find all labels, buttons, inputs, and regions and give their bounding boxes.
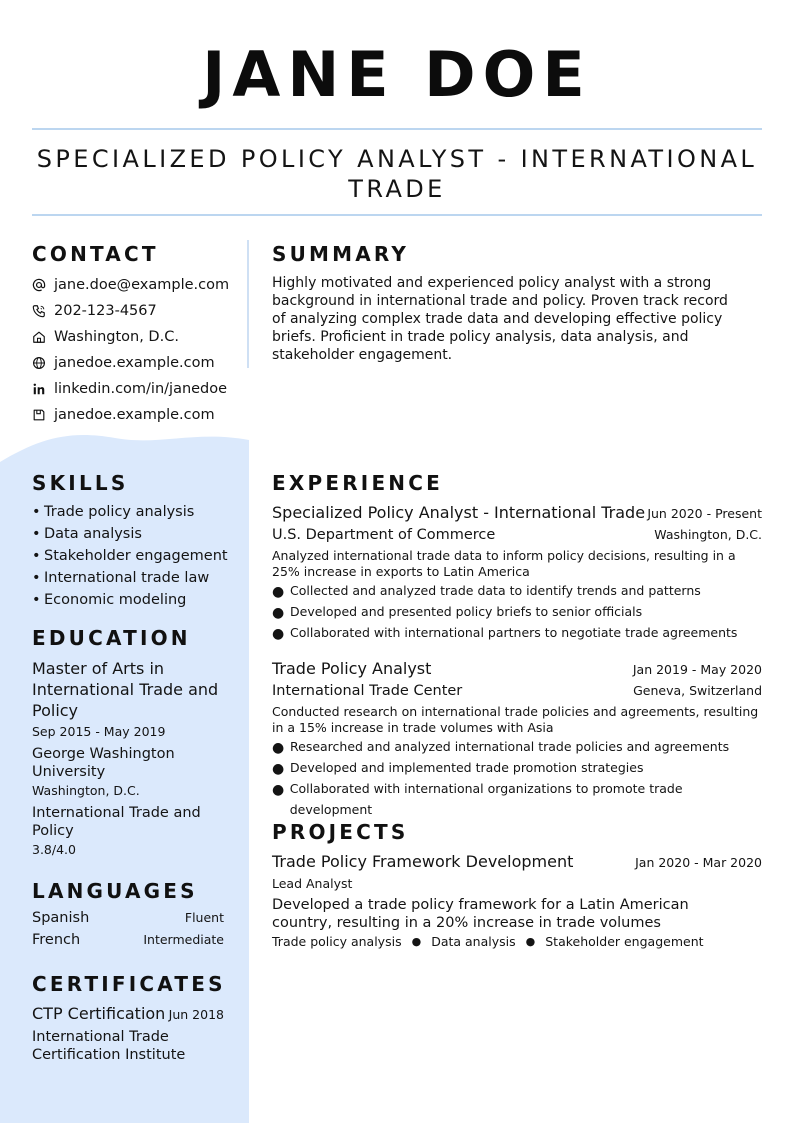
- job-location: Washington, D.C.: [654, 527, 762, 542]
- candidate-name: JANE DOE: [202, 38, 592, 111]
- job-header: [272, 503, 762, 522]
- job-org-row: [272, 527, 762, 543]
- list-item: ● Developed and implemented trade promotion strategies: [272, 760, 644, 777]
- project-tag: Trade policy analysis: [272, 934, 402, 949]
- contact-location-text: Washington, D.C.: [54, 329, 179, 345]
- contact-linkedin[interactable]: [32, 376, 244, 402]
- list-item: • Trade policy analysis: [32, 504, 195, 520]
- language-name: French: [32, 932, 81, 948]
- list-item: • Stakeholder engagement: [32, 548, 228, 564]
- job-description: Conducted research on international trade policies and agreements, resulting in a 15% increase in trade volumes with Asia: [272, 704, 759, 735]
- tag-separator: ●: [411, 935, 422, 948]
- list-item: • Economic modeling: [32, 592, 187, 608]
- certificate-issuer: International Trade Certification Institute: [32, 1029, 186, 1063]
- project-header: [272, 852, 762, 871]
- project-tag: Stakeholder engagement: [545, 934, 704, 949]
- contact-list: [32, 272, 244, 428]
- job-title-headline: SPECIALIZED POLICY ANALYST - INTERNATIONAL TRADE: [36, 145, 758, 203]
- summary-text: Highly motivated and experienced policy analyst with a strong background in international trade and policy. Proven track record of analyzing complex trade data and developing effective policy briefs. Proficient in trade policy analysis, data analysis, and stakeholder engagement.: [272, 275, 728, 363]
- contact-phone-text: 202-123-4567: [54, 303, 157, 319]
- education-dates: Sep 2015 - May 2019: [32, 724, 166, 739]
- job-org-row: [272, 683, 762, 699]
- contact-email[interactable]: [32, 272, 244, 298]
- language-level: Fluent: [184, 910, 224, 925]
- header-divider-top: [32, 128, 762, 130]
- list-item: ● Developed and presented policy briefs to senior officials: [272, 604, 643, 621]
- column-divider: [247, 240, 249, 368]
- certificate-row: [32, 1004, 224, 1023]
- job-organization: International Trade Center: [272, 683, 463, 699]
- list-item: • International trade law: [32, 570, 210, 586]
- skills-list: [32, 501, 244, 611]
- certificate-date: Jun 2018: [168, 1007, 224, 1022]
- phone-icon: [32, 304, 54, 318]
- certificate-name: CTP Certification: [32, 1004, 166, 1023]
- contact-linkedin-text: linkedin.com/in/janedoe: [54, 381, 228, 397]
- project-tag: Data analysis: [431, 934, 516, 949]
- home-icon: [32, 330, 54, 344]
- contact-portfolio-text: janedoe.example.com: [54, 407, 215, 423]
- list-item: ● Collected and analyzed trade data to identify trends and patterns: [272, 583, 701, 600]
- education-heading: EDUCATION: [32, 626, 191, 650]
- header-divider-bottom: [32, 214, 762, 216]
- job-description: Analyzed international trade data to inform policy decisions, resulting in a 25% increase in exports to Latin America: [272, 548, 736, 579]
- contact-portfolio[interactable]: [32, 402, 244, 428]
- contact-phone[interactable]: [32, 298, 244, 324]
- education-gpa: 3.8/4.0: [32, 842, 76, 857]
- globe-icon: [32, 356, 54, 370]
- certificates-heading: CERTIFICATES: [32, 972, 226, 996]
- job-title: Specialized Policy Analyst - International Trade: [272, 503, 646, 522]
- experience-heading: EXPERIENCE: [272, 471, 443, 495]
- language-row: [32, 910, 224, 926]
- job-bullets: [272, 736, 762, 817]
- languages-heading: LANGUAGES: [32, 879, 198, 903]
- education-school: George Washington University: [32, 746, 175, 780]
- project-role: Lead Analyst: [272, 876, 353, 891]
- summary-heading: SUMMARY: [272, 242, 410, 266]
- job-dates: Jan 2019 - May 2020: [632, 662, 762, 677]
- contact-location: [32, 324, 244, 350]
- job-dates: Jun 2020 - Present: [647, 506, 762, 521]
- skills-heading: SKILLS: [32, 471, 129, 495]
- job-bullets: [272, 580, 762, 643]
- portfolio-icon: [32, 408, 54, 422]
- language-level: Intermediate: [143, 932, 224, 947]
- job-header: [272, 659, 762, 678]
- projects-heading: PROJECTS: [272, 820, 409, 844]
- contact-website-text: janedoe.example.com: [54, 355, 215, 371]
- language-row: [32, 932, 224, 948]
- job-title: Trade Policy Analyst: [272, 659, 432, 678]
- education-entry: [32, 658, 222, 858]
- contact-website[interactable]: [32, 350, 244, 376]
- project-name: Trade Policy Framework Development: [272, 852, 574, 871]
- at-icon: [32, 278, 54, 292]
- contact-heading: CONTACT: [32, 242, 159, 266]
- list-item: • Data analysis: [32, 526, 142, 542]
- project-description: Developed a trade policy framework for a Latin American country, resulting in a 20% increase in trade volumes: [272, 897, 689, 931]
- linkedin-icon: [32, 382, 54, 396]
- project-dates: Jan 2020 - Mar 2020: [635, 855, 762, 870]
- contact-email-text: jane.doe@example.com: [54, 277, 230, 293]
- list-item: ● Collaborated with international organizations to promote trade development: [272, 781, 683, 817]
- education-location: Washington, D.C.: [32, 783, 140, 798]
- job-organization: U.S. Department of Commerce: [272, 527, 496, 543]
- education-degree: Master of Arts in International Trade and Policy: [32, 659, 219, 720]
- education-field: International Trade and Policy: [32, 805, 201, 839]
- tag-separator: ●: [525, 935, 536, 948]
- list-item: ● Collaborated with international partners to negotiate trade agreements: [272, 625, 738, 642]
- list-item: ● Researched and analyzed international trade policies and agreements: [272, 739, 730, 756]
- language-name: Spanish: [32, 910, 90, 926]
- project-tags: [272, 934, 704, 949]
- job-location: Geneva, Switzerland: [633, 683, 762, 698]
